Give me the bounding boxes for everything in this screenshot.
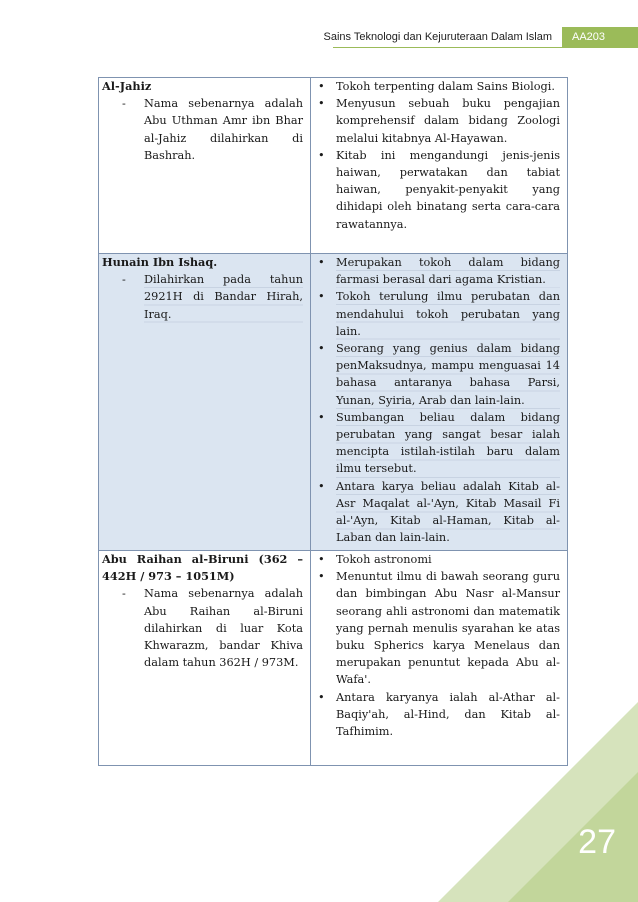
list-item [314,340,560,409]
figure-name: Abu Raihan al-Biruni (362 – 442H / 973 – 1051M) [102,552,303,584]
bullet-icon: • [318,570,325,584]
detail-text: Nama sebenarnya adalah Abu Raihan al-Biruni dilahirkan di luar Kota Khwarazm, bandar Khiva dalam tahun 362H / 973M. [144,587,303,670]
header-title: Sains Teknologi dan Kejuruteraan Dalam Islam [323,31,552,43]
figure-name: Hunain Ibn Ishaq. [102,255,218,269]
detail-item [102,585,303,671]
dash-marker: - [122,273,126,287]
list-item [314,551,560,568]
point-text: Tokoh terulung ilmu perubatan dan mendahului tokoh perubatan yang lain. [336,288,560,340]
bullet-icon: • [318,690,325,704]
figure-name: Al-Jahiz [102,79,152,93]
list-item [314,147,560,233]
point-text: Seorang yang genius dalam bidang penMaksudnya, mampu menguasai 14 bahasa antaranya bahasa Parsi, Yunan, Syiria, Arab dan lain-lain. [336,340,560,409]
page-number: 27 [578,823,616,861]
point-text: Menuntut ilmu di bawah seorang guru dan bimbingan Abu Nasr al-Mansur seorang ahli astronomi dan matematik yang pernah menulis syarahan ke atas buku Spherics karya Menelaus dan merupakan penuntut kepada Abu al-Wafa'. [336,570,560,687]
contribution-cell [311,78,568,254]
list-item [314,95,560,147]
point-text: Merupakan tokoh dalam bidang farmasi berasal dari agama Kristian. [336,254,560,288]
point-text: Antara karyanya ialah al-Athar al-Baqiy'ah, al-Hind, dan Kitab al-Tafhimim. [336,690,560,739]
bullet-icon: • [318,342,325,356]
list-item [314,568,560,688]
content-table [98,77,568,766]
header-rule [333,47,638,48]
bullet-icon: • [318,80,325,93]
contribution-cell [311,254,568,551]
point-text: Menyusun sebuah buku pengajian komprehensif dalam bidang Zoologi melalui kitabnya Al-Hayawan. [336,97,560,145]
bullet-icon: • [318,553,325,566]
bullet-icon: • [318,290,325,304]
corner-decoration [438,702,638,902]
dash-marker: - [122,587,126,601]
course-code-badge: AA203 [562,27,638,47]
list-item [314,78,560,95]
page-header [324,27,638,47]
point-text: Sumbangan beliau dalam bidang perubatan yang sangat besar ialah mencipta istilah-istilah baru dalam ilmu tersebut. [336,409,560,478]
detail-item [102,271,303,323]
contribution-list [314,78,560,233]
table-row [99,78,568,254]
detail-text: Dilahirkan pada tahun 2921H di Bandar Hirah, Iraq. [144,271,303,323]
figure-cell [99,78,311,254]
detail-item [102,95,303,164]
point-text: Antara karya beliau adalah Kitab al-Asr Maqalat al-'Ayn, Kitab Masail Fi al-'Ayn, Kitab al-Haman, Kitab al-Laban dan lain-lain. [336,478,560,547]
figure-cell [99,551,311,766]
point-text: Kitab ini mengandungi jenis-jenis haiwan, perwatakan dan tabiat haiwan, penyakit-penyakit yang dihidapi oleh binatang serta cara-cara rawatannya. [336,148,560,231]
point-text: Tokoh terpenting dalam Sains Biologi. [336,80,555,93]
figure-cell [99,254,311,551]
list-item [314,478,560,547]
list-item [314,409,560,478]
list-item [314,254,560,288]
bullet-icon: • [318,97,325,111]
dash-marker: - [122,97,126,111]
table-row [99,254,568,551]
list-item [314,288,560,340]
bullet-icon: • [318,410,325,424]
bullet-icon: • [318,256,325,269]
point-text: Tokoh astronomi [336,553,432,566]
bullet-icon: • [318,479,325,493]
contribution-list [314,254,560,546]
bullet-icon: • [318,148,325,162]
detail-text: Nama sebenarnya adalah Abu Uthman Amr ibn Bhar al-Jahiz dilahirkan di Bashrah. [144,97,303,162]
